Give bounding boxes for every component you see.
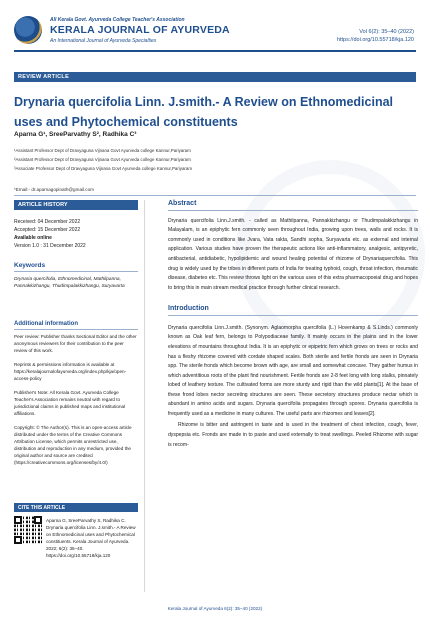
introduction-heading: Introduction bbox=[168, 305, 209, 313]
qr-corner bbox=[34, 516, 42, 524]
history-heading: ARTICLE HISTORY bbox=[18, 202, 68, 208]
citation-text: Aparna G, SreeParvathy S, Radhika C. Drynaria quercifolia Linn. J.smith.- A Review on Ethnomedicinal uses and Phytochemical constituents. Kerala Journal of Ayurveda. 2022; 6(2): 35–40. https://doi.org/10.55718/kja.120 bbox=[46, 518, 136, 558]
keywords-rule bbox=[14, 271, 138, 272]
journal-header bbox=[0, 0, 430, 66]
abstract-rule bbox=[168, 210, 418, 211]
header-rule bbox=[14, 50, 416, 52]
divider bbox=[14, 195, 416, 196]
keywords-heading: Keywords bbox=[14, 262, 46, 269]
received-date: Received: 04 December 2022 bbox=[14, 219, 81, 225]
volume: Vol 6(2): 35–40 (2022) bbox=[359, 29, 414, 35]
publisher-note: Publisher's Note: All Kerala Govt. Ayurveda College Teacher's Association remains neutral with regard to jurisdictional claims in published maps and institutional affiliations. bbox=[14, 390, 126, 417]
cite-heading-bar bbox=[14, 503, 138, 512]
authors: Aparna G¹, SreeParvathy S², Radhika C³ bbox=[14, 131, 137, 138]
page-footer: Kerala Journal of Ayurveda 6(2): 35–40 (2022) bbox=[167, 606, 263, 611]
cite-heading: CITE THIS ARTICLE bbox=[18, 504, 66, 511]
main-column bbox=[168, 200, 418, 450]
introduction-paragraph-1: Drynaria quercifolia Linn.J.smith. (Synonym. Aglaomorpha quercifolia (L.) Hovenkamp & S.Linds.) commonly known as Oak leaf fern, belongs to Polypodiaceae family. It mainly occurs in the plains and in the lower elevations of mountains throughout India. It is an epiphytic or epipetric fern which grows on trees or rocks and has a fleshy rhizome covered with cordate shaped scales. Both sterile and fertile fronds are seen in Drynaria spp. The sterile fronds which become brown with age, are small and somewhat concave. They gather humus in which adventitious roots of the plant find nourishment. Fertile fronds are 2-8 feet long with long stalks, pinnately lobed of leathery texture. The cultivated forms are more sturdy and rigid than the wild plants[1]. At the base of these frond lobes nector secreting structures are seen. These secretory structures produce nectar which is abundant in amino acids and sugars. Drynaria quercifolia propagates through spores. Drynaria quercifolia is frequently used as a medicine in many cultures. The useful parts are rhizomes and leaves[2]. bbox=[168, 324, 418, 417]
affiliation-1: ¹Assistant Professor Dept of Dravyaguna Vijnana Govt Ayurveda college Kannur,Pariyaram bbox=[14, 148, 191, 153]
journal-title: KERALA JOURNAL OF AYURVEDA bbox=[50, 24, 230, 36]
peer-review-note: Peer review: Publisher thanks Sectional Editor and the other anonymous reviewers for their contribution to the peer review of this work. bbox=[14, 334, 137, 354]
accepted-date: Accepted: 15 December 2022 bbox=[14, 227, 81, 233]
column-divider bbox=[144, 200, 145, 592]
abstract-heading: Abstract bbox=[168, 200, 197, 207]
article-type-bar bbox=[14, 72, 416, 82]
introduction-paragraph-2: Rhizome is bitter and astringent in taste and is used in the treatment of chest infection, cough, fever, dyspepsia etc. Fronds are made in to paste and used externally to treat swellings. Peeled Rhizome with sugar is recom- bbox=[168, 422, 418, 448]
keywords-list: Drynaria quercifolia, Ethnomedicinal, Mathilpanna, Pannakkizhangu, Thudimpalakkizhangu, Suryavarta bbox=[14, 276, 125, 290]
additional-info-rule bbox=[14, 329, 138, 330]
affiliations bbox=[14, 146, 344, 173]
association-name: All Kerala Govt. Ayurveda College Teacher's Association bbox=[50, 17, 185, 23]
volume-info bbox=[337, 28, 414, 44]
journal-logo bbox=[14, 16, 42, 44]
journal-subtitle: An International Journal of Ayurveda Specialties bbox=[50, 38, 157, 44]
affiliation-3: ³Associate Professor Dept of Dravyaguna Vijnana Govt Ayurveda college Kannur,Pariyaram bbox=[14, 166, 192, 171]
reprints-note[interactable]: Reprints & permissions information is available at https://keralajournalofayurveda.org/index.php/kja/open-access-policy bbox=[14, 362, 127, 382]
article-type: REVIEW ARTICLE bbox=[18, 74, 70, 80]
article-title: Drynaria quercifolia Linn. J.smith.- A Review on Ethnomedicinal uses and Phytochemical constituents bbox=[14, 95, 394, 129]
copyright-note: Copyright: © The Author(s). This is an open-access article distributed under the terms of the Creative Commons Attribution License, which permits unrestricted use, distribution and reproduction in any medium, provided the original author and source are credited (https://creativecommons.org/licenses/by/4.0/) bbox=[14, 425, 132, 466]
available-online: Available online bbox=[14, 235, 52, 241]
article-history bbox=[14, 218, 138, 250]
version: Version 1.0 : 31 December 2022 bbox=[14, 243, 86, 249]
additional-info-heading: Additional information bbox=[14, 320, 78, 327]
qr-corner bbox=[14, 516, 22, 524]
corresponding-email[interactable]: *Email:- dr.aparnagopinath@gmail.com bbox=[14, 187, 94, 192]
abstract-text: Drynaria quercifolia Linn.J.smith. - called as Mathilpanna, Pannakkizhangu or Thudimpalakkizhangu in Malayalam, is an epiphytic fern commonly seen throughout India, growing upon trees, walls and rocks. It is commonly used in conditions like Jvara, Vata rakta, Sandhi sopha, Suryavarta etc. as external and internal application. Various studies have proven the therapeutic actions like anti-inflammatory, analgesic, antipyretic, antibacterial, antidiabetic, hypolipidemic and wound healing potential of rhizome of Drynariaquercifolia. This drug is widely used by the tribes in different parts of India for treating typhoid, cough, throat infection, rheumatic disease, diabetes etc. This review throws light on the various uses of this extra pharmacopoeial drug and hopes to bring this in main stream medical practice through further clinical research. bbox=[168, 217, 418, 291]
qr-corner bbox=[14, 536, 22, 544]
doi-link[interactable]: https://doi.org/10.55718/kja.120 bbox=[336, 37, 414, 43]
qr-code-icon[interactable] bbox=[14, 516, 42, 544]
history-heading-bar bbox=[14, 200, 138, 210]
affiliation-2: ²Assistant Professor Dept of Dravyaguna Vijnana Govt Ayurveda college Kannur,Pariyaram bbox=[14, 157, 191, 162]
article-sidebar bbox=[14, 200, 138, 466]
introduction-rule bbox=[168, 315, 418, 316]
